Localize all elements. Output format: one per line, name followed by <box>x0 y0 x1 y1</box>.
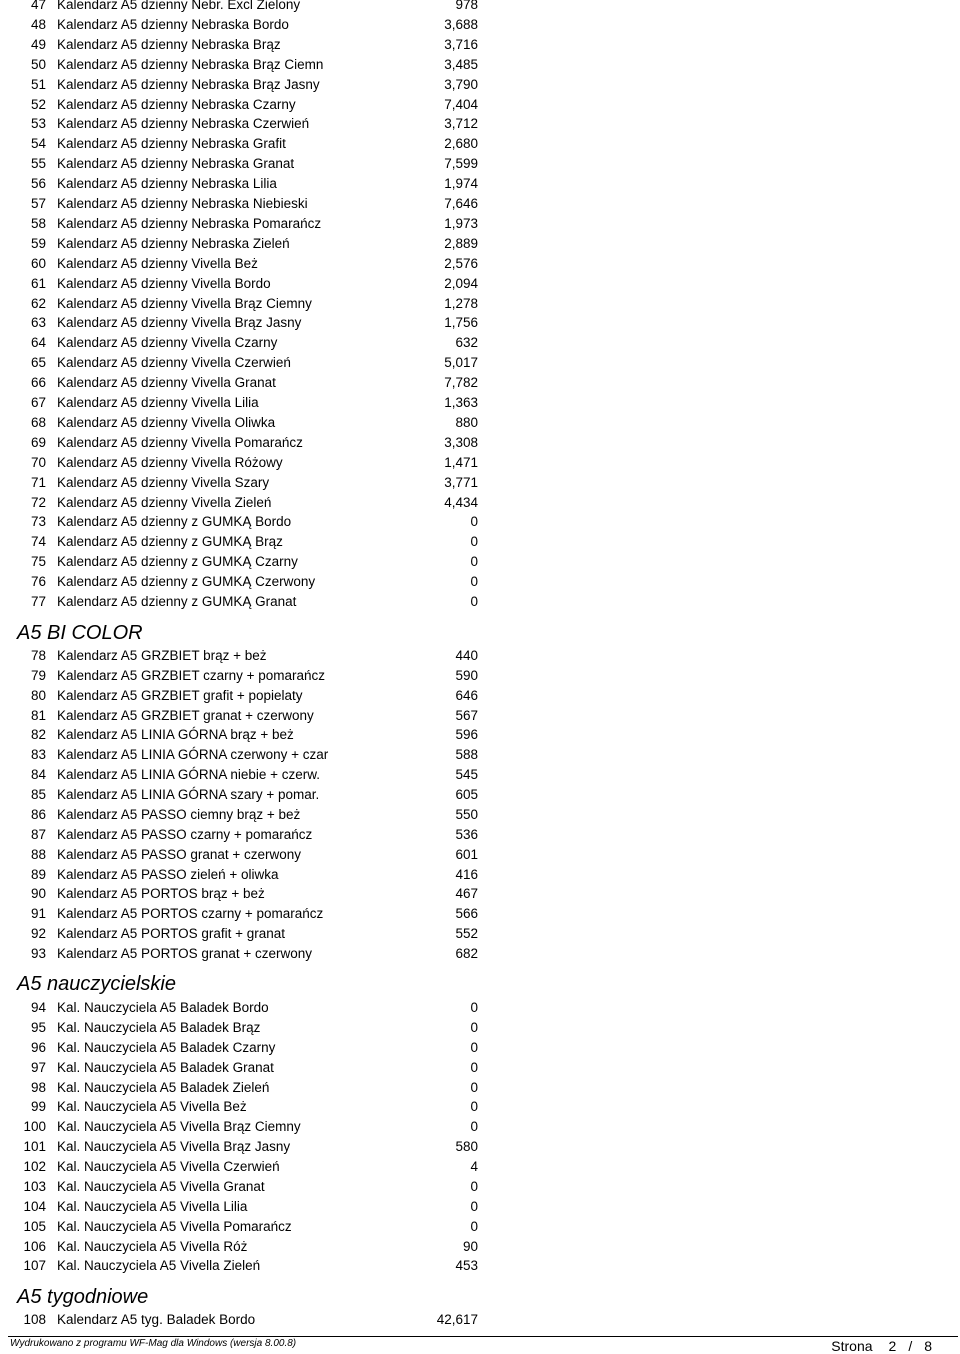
row-number: 74 <box>30 534 46 550</box>
table-row <box>0 154 960 174</box>
row-number: 81 <box>30 707 46 723</box>
quantity-value: 90 <box>462 1238 478 1254</box>
product-name: Kalendarz A5 dzienny Vivella Brąz Jasny <box>57 315 302 331</box>
table-row <box>0 1078 960 1098</box>
product-name: Kal. Nauczyciela A5 Vivella Róż <box>57 1238 248 1254</box>
row-number: 99 <box>30 1099 46 1115</box>
table-row <box>0 865 960 885</box>
quantity-value: 1,363 <box>444 395 478 410</box>
quantity-value: 7,646 <box>444 196 478 211</box>
quantity-value: 646 <box>455 687 478 703</box>
row-number: 86 <box>30 806 46 822</box>
quantity-value: 580 <box>455 1139 478 1155</box>
product-name: Kal. Nauczyciela A5 Vivella Lilia <box>57 1198 248 1214</box>
product-name: Kalendarz A5 dzienny Nebraska Lilia <box>57 176 277 192</box>
quantity-value: 2,680 <box>444 136 478 152</box>
quantity-value: 0 <box>470 514 478 530</box>
table-row <box>0 1197 960 1217</box>
row-number: 82 <box>30 727 46 743</box>
quantity-value: 3,716 <box>444 36 478 52</box>
product-name: Kal. Nauczyciela A5 Vivella Beż <box>57 1099 247 1115</box>
quantity-value: 0 <box>470 1039 478 1055</box>
product-name: Kalendarz A5 dzienny Nebraska Czerwień <box>57 116 310 132</box>
quantity-value: 632 <box>455 335 478 351</box>
table-row <box>0 453 960 473</box>
table-row <box>0 904 960 924</box>
product-name: Kalendarz A5 dzienny Nebr. Excl Zielony <box>57 0 301 12</box>
quantity-value: 0 <box>470 1119 478 1135</box>
row-number: 76 <box>30 574 46 590</box>
quantity-value: 880 <box>455 414 478 430</box>
section-title-tygodniowe: A5 tygodniowe <box>17 1286 149 1308</box>
table-row <box>0 413 960 433</box>
product-name: Kalendarz A5 dzienny z GUMKĄ Granat <box>57 594 297 609</box>
product-name: Kalendarz A5 PASSO ciemny brąz + beż <box>57 806 301 822</box>
row-number: 69 <box>30 434 46 450</box>
row-number: 52 <box>30 96 46 112</box>
row-number: 70 <box>30 454 46 470</box>
table-row <box>0 745 960 765</box>
row-number: 89 <box>30 866 46 882</box>
product-name: Kalendarz A5 dzienny Vivella Zieleń <box>57 494 272 510</box>
table-row <box>0 592 960 612</box>
table-row <box>0 473 960 493</box>
table-row <box>0 333 960 353</box>
table-row <box>0 1038 960 1058</box>
product-name: Kalendarz A5 dzienny z GUMKĄ Brąz <box>57 534 283 550</box>
product-name: Kalendarz A5 GRZBIET brąz + beż <box>57 648 267 663</box>
quantity-value: 4,434 <box>444 494 478 510</box>
product-name: Kalendarz A5 dzienny Nebraska Brąz <box>57 36 281 52</box>
row-number: 75 <box>30 554 46 570</box>
quantity-value: 0 <box>470 534 478 550</box>
product-name: Kalendarz A5 dzienny Nebraska Pomarańcz <box>57 215 322 231</box>
table-row <box>0 998 960 1018</box>
table-row <box>0 1217 960 1237</box>
product-name: Kalendarz A5 dzienny Nebraska Brąz Ciemn <box>57 56 324 72</box>
quantity-value: 0 <box>470 1099 478 1115</box>
table-row <box>0 373 960 393</box>
table-row <box>0 924 960 944</box>
page-total: 8 <box>924 1338 932 1354</box>
table-row <box>0 194 960 214</box>
table-row <box>0 706 960 726</box>
quantity-value: 0 <box>470 1198 478 1214</box>
row-number: 58 <box>30 215 46 231</box>
table-row <box>0 845 960 865</box>
row-number: 56 <box>30 176 46 192</box>
row-number: 55 <box>30 156 46 172</box>
product-name: Kalendarz A5 GRZBIET granat + czerwony <box>57 707 314 723</box>
quantity-value: 453 <box>455 1258 478 1274</box>
product-name: Kal. Nauczyciela A5 Vivella Pomarańcz <box>57 1218 292 1234</box>
quantity-value: 550 <box>455 806 478 822</box>
row-number: 49 <box>30 36 46 52</box>
product-name: Kalendarz A5 dzienny Vivella Beż <box>57 255 258 271</box>
table-row <box>0 805 960 825</box>
table-row <box>0 825 960 845</box>
row-number: 100 <box>23 1119 46 1135</box>
row-number: 96 <box>30 1039 46 1055</box>
product-name: Kalendarz A5 dzienny Vivella Lilia <box>57 395 259 410</box>
table-row <box>0 134 960 154</box>
quantity-value: 590 <box>455 667 478 683</box>
row-number: 90 <box>30 886 46 902</box>
quantity-value: 1,974 <box>444 176 478 192</box>
quantity-value: 0 <box>470 1079 478 1095</box>
product-name: Kalendarz A5 dzienny Vivella Bordo <box>57 275 271 291</box>
row-number: 98 <box>30 1079 46 1095</box>
table-row <box>0 35 960 55</box>
table-row <box>0 393 960 413</box>
quantity-value: 567 <box>455 707 478 723</box>
table-row <box>0 1117 960 1137</box>
product-name: Kal. Nauczyciela A5 Baladek Zieleń <box>57 1079 270 1095</box>
row-number: 108 <box>23 1312 46 1327</box>
product-name: Kalendarz A5 PORTOS czarny + pomarańcz <box>57 906 324 922</box>
table-row <box>0 785 960 805</box>
row-number: 106 <box>23 1238 46 1254</box>
row-number: 57 <box>30 196 46 211</box>
quantity-value: 552 <box>455 926 478 942</box>
page-indicator <box>831 1338 932 1354</box>
quantity-value: 978 <box>455 0 478 12</box>
row-number: 60 <box>30 255 46 271</box>
page-label: Strona <box>831 1338 873 1354</box>
quantity-value: 682 <box>455 946 478 962</box>
table-row <box>0 1018 960 1038</box>
row-number: 65 <box>30 355 46 371</box>
product-name: Kalendarz A5 dzienny Vivella Szary <box>57 474 270 490</box>
row-number: 78 <box>30 648 46 663</box>
row-number: 79 <box>30 667 46 683</box>
product-name: Kalendarz A5 dzienny z GUMKĄ Czarny <box>57 554 298 570</box>
table-row <box>0 1097 960 1117</box>
quantity-value: 545 <box>455 767 478 783</box>
page-current: 2 <box>888 1338 897 1354</box>
row-number: 97 <box>30 1059 46 1075</box>
row-number: 53 <box>30 116 46 132</box>
row-number: 103 <box>23 1178 46 1194</box>
page-separator: / <box>908 1338 913 1354</box>
product-name: Kalendarz A5 PASSO czarny + pomarańcz <box>57 826 313 842</box>
table-row <box>0 944 960 964</box>
product-name: Kalendarz A5 dzienny Vivella Granat <box>57 375 276 391</box>
row-number: 67 <box>30 395 46 410</box>
quantity-value: 0 <box>470 594 478 609</box>
product-name: Kalendarz A5 tyg. Baladek Bordo <box>57 1312 256 1327</box>
quantity-value: 1,973 <box>444 215 478 231</box>
product-name: Kal. Nauczyciela A5 Vivella Brąz Jasny <box>57 1139 291 1155</box>
quantity-value: 3,712 <box>444 116 478 132</box>
table-row <box>0 95 960 115</box>
product-name: Kal. Nauczyciela A5 Vivella Zieleń <box>57 1258 261 1274</box>
table-row <box>0 433 960 453</box>
product-name: Kalendarz A5 dzienny Nebraska Bordo <box>57 16 289 32</box>
quantity-value: 605 <box>455 787 478 803</box>
footer-divider <box>8 1336 958 1337</box>
row-number: 50 <box>30 56 46 72</box>
product-name: Kalendarz A5 PORTOS brąz + beż <box>57 886 265 902</box>
table-row <box>0 274 960 294</box>
product-name: Kalendarz A5 PORTOS grafit + granat <box>57 926 286 942</box>
row-number: 80 <box>30 687 46 703</box>
product-name: Kalendarz A5 dzienny z GUMKĄ Bordo <box>57 514 292 530</box>
table-row <box>0 214 960 234</box>
quantity-value: 0 <box>470 1178 478 1194</box>
table-row <box>0 552 960 572</box>
quantity-value: 3,771 <box>444 474 478 490</box>
product-name: Kal. Nauczyciela A5 Baladek Czarny <box>57 1039 276 1055</box>
row-number: 85 <box>30 787 46 803</box>
quantity-value: 2,576 <box>444 255 478 271</box>
product-name: Kalendarz A5 dzienny Nebraska Granat <box>57 156 295 172</box>
table-row <box>0 75 960 95</box>
quantity-value: 536 <box>455 826 478 842</box>
row-number: 88 <box>30 846 46 862</box>
table-row <box>0 353 960 373</box>
row-number: 72 <box>30 494 46 510</box>
table-row <box>0 1237 960 1257</box>
row-number: 64 <box>30 335 46 351</box>
table-row <box>0 174 960 194</box>
table-row <box>0 1310 960 1330</box>
quantity-value: 566 <box>455 906 478 922</box>
row-number: 68 <box>30 414 46 430</box>
product-name: Kalendarz A5 LINIA GÓRNA brąz + beż <box>57 727 294 743</box>
table-row <box>0 313 960 333</box>
table-row <box>0 532 960 552</box>
row-number: 93 <box>30 946 46 962</box>
row-number: 83 <box>30 747 46 763</box>
quantity-value: 0 <box>470 1000 478 1015</box>
table-row <box>0 254 960 274</box>
row-number: 87 <box>30 826 46 842</box>
product-name: Kalendarz A5 dzienny z GUMKĄ Czerwony <box>57 574 316 590</box>
row-number: 48 <box>30 16 46 32</box>
table-row <box>0 884 960 904</box>
quantity-value: 3,688 <box>444 16 478 32</box>
table-row <box>0 55 960 75</box>
quantity-value: 1,756 <box>444 315 478 331</box>
table-row <box>0 1137 960 1157</box>
row-number: 102 <box>23 1159 46 1175</box>
product-name: Kal. Nauczyciela A5 Baladek Brąz <box>57 1019 261 1035</box>
row-number: 107 <box>23 1258 46 1274</box>
table-row <box>0 1058 960 1078</box>
product-name: Kalendarz A5 dzienny Nebraska Grafit <box>57 136 286 152</box>
table-row <box>0 666 960 686</box>
product-name: Kalendarz A5 PASSO granat + czerwony <box>57 846 302 862</box>
row-number: 84 <box>30 767 46 783</box>
quantity-value: 4 <box>470 1159 478 1175</box>
section-title-nauczycielskie: A5 nauczycielskie <box>17 973 176 995</box>
row-number: 73 <box>30 514 46 530</box>
quantity-value: 3,485 <box>444 56 478 72</box>
table-row <box>0 1157 960 1177</box>
table-row <box>0 234 960 254</box>
table-row <box>0 294 960 314</box>
row-number: 101 <box>23 1139 46 1155</box>
row-number: 61 <box>30 275 46 291</box>
quantity-value: 0 <box>470 554 478 570</box>
row-number: 63 <box>30 315 46 331</box>
product-name: Kalendarz A5 dzienny Vivella Różowy <box>57 454 283 470</box>
product-name: Kalendarz A5 dzienny Vivella Oliwka <box>57 414 276 430</box>
row-number: 59 <box>30 235 46 251</box>
quantity-value: 588 <box>455 747 478 763</box>
table-row <box>0 512 960 532</box>
product-name: Kalendarz A5 dzienny Vivella Pomarańcz <box>57 434 303 450</box>
row-number: 77 <box>30 594 46 609</box>
row-number: 71 <box>30 474 46 490</box>
table-row <box>0 725 960 745</box>
product-name: Kalendarz A5 dzienny Nebraska Zieleń <box>57 235 290 251</box>
quantity-value: 601 <box>455 846 478 862</box>
quantity-value: 2,889 <box>444 235 478 251</box>
quantity-value: 3,308 <box>444 434 478 450</box>
quantity-value: 3,790 <box>444 76 478 92</box>
quantity-value: 7,782 <box>444 375 478 391</box>
quantity-value: 0 <box>470 1059 478 1075</box>
product-name: Kalendarz A5 dzienny Nebraska Czarny <box>57 96 296 112</box>
product-name: Kalendarz A5 LINIA GÓRNA czerwony + czar <box>57 747 329 763</box>
section-title-bi-color: A5 BI COLOR <box>17 622 143 644</box>
row-number: 66 <box>30 375 46 391</box>
product-name: Kalendarz A5 dzienny Vivella Brąz Ciemny <box>57 295 312 311</box>
table-row <box>0 765 960 785</box>
quantity-value: 467 <box>455 886 478 902</box>
product-name: Kalendarz A5 dzienny Vivella Czarny <box>57 335 278 351</box>
row-number: 62 <box>30 295 46 311</box>
product-name: Kalendarz A5 LINIA GÓRNA szary + pomar. <box>57 787 320 803</box>
table-row <box>0 114 960 134</box>
product-name: Kalendarz A5 dzienny Vivella Czerwień <box>57 355 291 371</box>
product-name: Kalendarz A5 dzienny Nebraska Niebieski <box>57 196 308 211</box>
row-number: 47 <box>30 0 46 12</box>
product-name: Kalendarz A5 PORTOS granat + czerwony <box>57 946 313 962</box>
quantity-value: 0 <box>470 574 478 590</box>
table-row <box>0 15 960 35</box>
table-row <box>0 1256 960 1276</box>
quantity-value: 596 <box>455 727 478 743</box>
product-name: Kal. Nauczyciela A5 Vivella Brąz Ciemny <box>57 1119 301 1135</box>
quantity-value: 0 <box>470 1218 478 1234</box>
row-number: 92 <box>30 926 46 942</box>
quantity-value: 7,404 <box>444 96 478 112</box>
product-name: Kalendarz A5 LINIA GÓRNA niebie + czerw. <box>57 767 321 783</box>
row-number: 91 <box>30 906 46 922</box>
product-name: Kalendarz A5 dzienny Nebraska Brąz Jasny <box>57 76 320 92</box>
table-row <box>0 493 960 513</box>
quantity-value: 5,017 <box>444 355 478 371</box>
product-name: Kal. Nauczyciela A5 Vivella Czerwień <box>57 1159 280 1175</box>
table-row <box>0 1177 960 1197</box>
quantity-value: 1,471 <box>444 454 478 470</box>
product-name: Kalendarz A5 PASSO zieleń + oliwka <box>57 866 279 882</box>
row-number: 95 <box>30 1019 46 1035</box>
quantity-value: 440 <box>455 648 478 663</box>
row-number: 105 <box>23 1218 46 1234</box>
table-row <box>0 572 960 592</box>
product-name: Kalendarz A5 GRZBIET czarny + pomarańcz <box>57 667 325 683</box>
row-number: 51 <box>30 76 46 92</box>
row-number: 54 <box>30 136 46 152</box>
quantity-value: 0 <box>470 1019 478 1035</box>
product-name: Kal. Nauczyciela A5 Baladek Bordo <box>57 1000 269 1015</box>
table-row <box>0 0 960 15</box>
quantity-value: 416 <box>455 866 478 882</box>
quantity-value: 1,278 <box>444 295 478 311</box>
product-name: Kal. Nauczyciela A5 Baladek Granat <box>57 1059 274 1075</box>
quantity-value: 2,094 <box>444 275 478 291</box>
row-number: 94 <box>30 1000 46 1015</box>
product-name: Kalendarz A5 GRZBIET grafit + popielaty <box>57 687 303 703</box>
table-row <box>0 646 960 666</box>
table-row <box>0 686 960 706</box>
product-name: Kal. Nauczyciela A5 Vivella Granat <box>57 1178 265 1194</box>
quantity-value: 7,599 <box>444 156 478 172</box>
row-number: 104 <box>23 1198 46 1214</box>
footer-printed-by: Wydrukowano z programu WF-Mag dla Windows (wersja 8.00.8) <box>10 1338 297 1349</box>
quantity-value: 42,617 <box>436 1312 478 1327</box>
